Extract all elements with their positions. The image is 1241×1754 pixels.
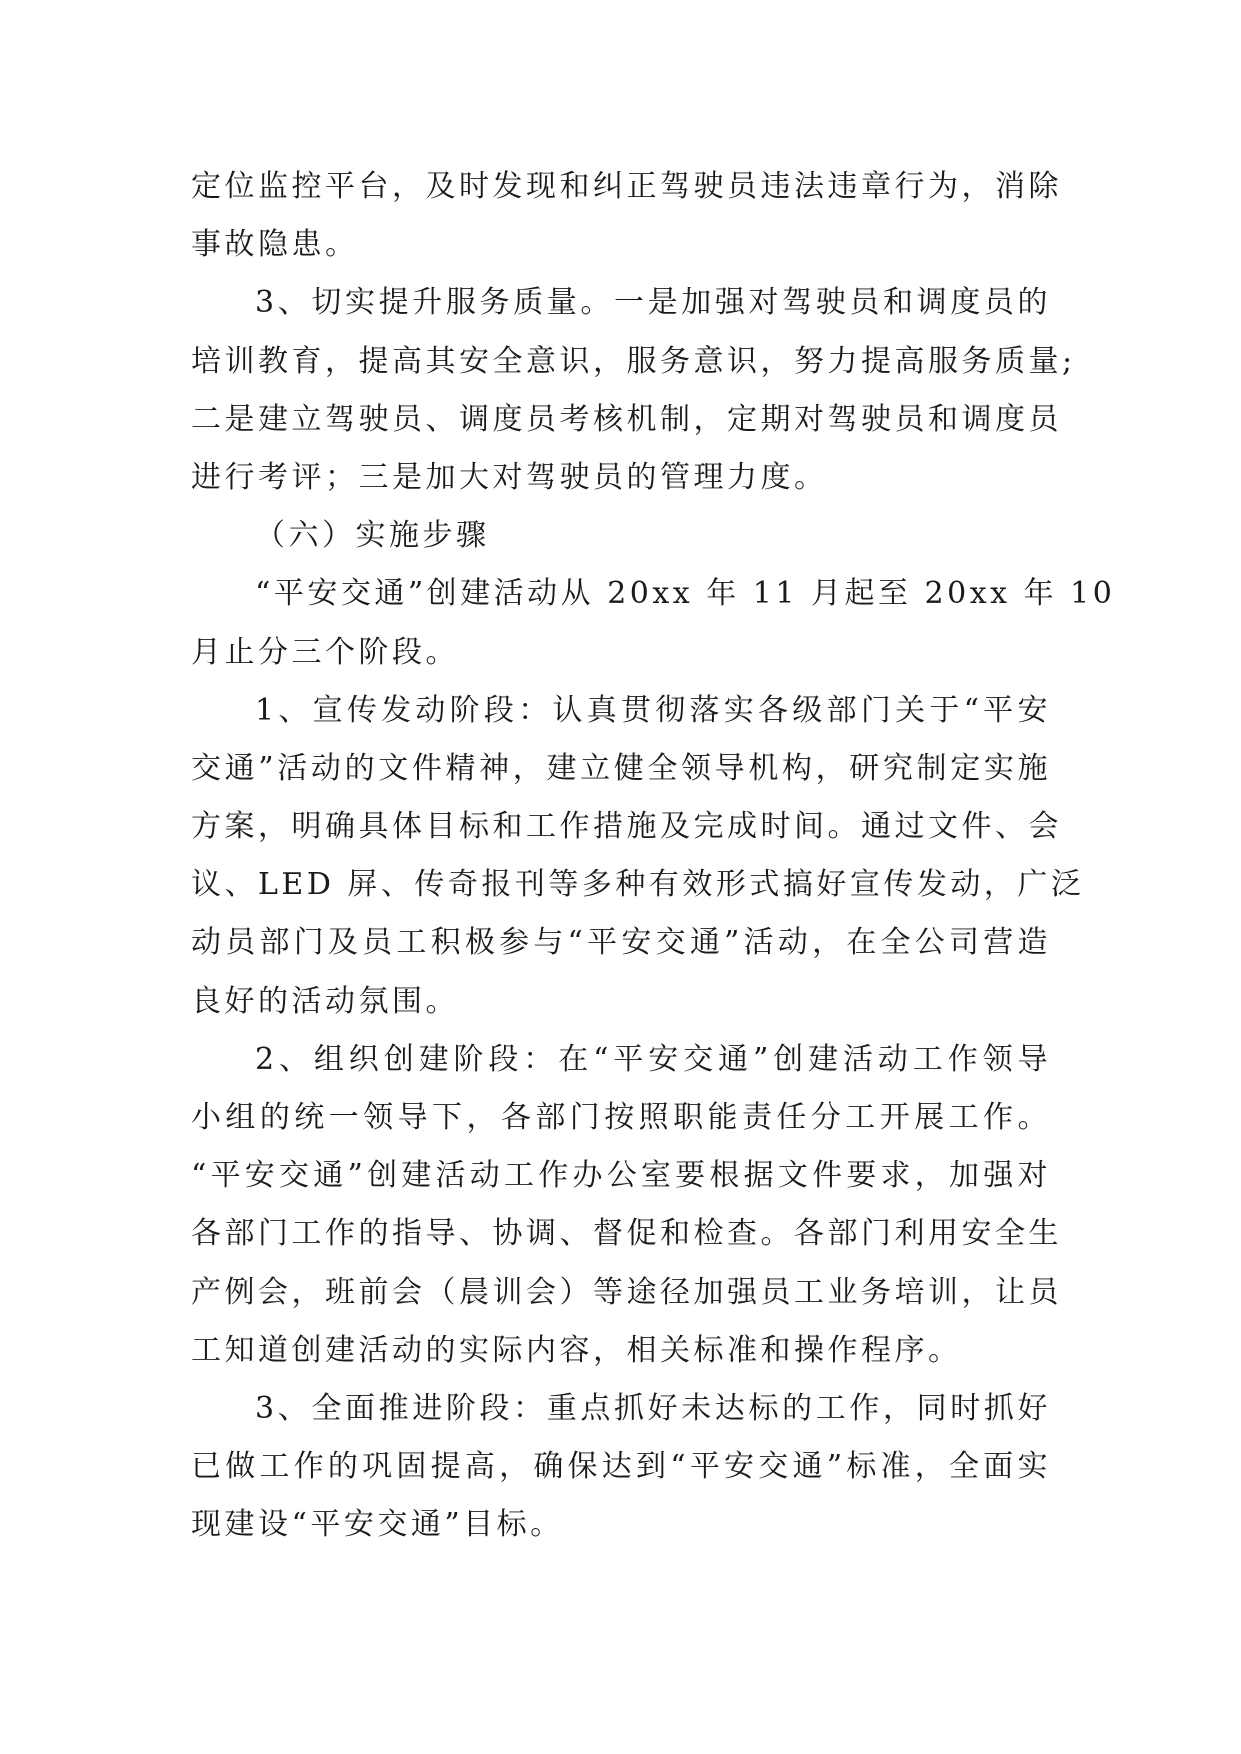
paragraph-stage-1-publicity [191, 682, 1085, 1031]
text-line: 方案，明确具体目标和工作措施及完成时间。通过文件、会 [191, 809, 1062, 845]
text-line: 已做工作的巩固提高，确保达到“平安交通”标准，全面实 [191, 1449, 1051, 1485]
document-body [191, 158, 1116, 1555]
paragraph-stage-3-advancement [191, 1380, 1051, 1555]
text-line: 工知道创建活动的实际内容，相关标准和操作程序。 [191, 1332, 962, 1368]
paragraph-stage-2-organization [191, 1031, 1062, 1380]
text-line: 议、LED 屏、传奇报刊等多种有效形式搞好宣传发动，广泛 [191, 867, 1085, 903]
text-line: 小组的统一领导下，各部门按照职能责任分工开展工作。 [191, 1100, 1051, 1135]
text-line: “平安交通”创建活动工作办公室要根据文件要求，加强对 [191, 1158, 1051, 1194]
text-line: 良好的活动氛围。 [191, 983, 459, 1019]
paragraph-activity-period [191, 565, 1116, 681]
text-line: 交通”活动的文件精神，建立健全领导机构，研究制定实施 [191, 750, 1051, 786]
section-heading-text: （六）实施步骤 [255, 518, 490, 554]
text-line: 3、全面推进阶段：重点抓好未达标的工作，同时抓好 [255, 1390, 1051, 1426]
text-line: 进行考评；三是加大对驾驶员的管理力度。 [191, 459, 828, 495]
text-line: 2、组织创建阶段：在“平安交通”创建活动工作领导 [255, 1041, 1051, 1077]
text-line: 产例会，班前会（晨训会）等途径加强员工业务培训，让员 [191, 1274, 1062, 1310]
paragraph-service-quality [191, 274, 1076, 507]
text-line: 各部门工作的指导、协调、督促和检查。各部门利用安全生 [191, 1216, 1062, 1252]
text-line: 1、宣传发动阶段：认真贯彻落实各级部门关于“平安 [255, 692, 1051, 728]
text-line: 月止分三个阶段。 [191, 634, 459, 670]
text-line: 现建设“平安交通”目标。 [191, 1507, 564, 1543]
section-heading-implementation-steps [191, 507, 1051, 565]
text-line: “平安交通”创建活动从 20xx 年 11 月起至 20xx 年 10 [255, 576, 1116, 612]
text-line: 定位监控平台，及时发现和纠正驾驶员违法违章行为，消除 [191, 169, 1062, 204]
text-line: 培训教育，提高其安全意识，服务意识，努力提高服务质量; [191, 343, 1076, 379]
text-line: 动员部门及员工积极参与“平安交通”活动，在全公司营造 [191, 925, 1051, 961]
text-line: 二是建立驾驶员、调度员考核机制，定期对驾驶员和调度员 [191, 401, 1062, 437]
paragraph-monitoring-continuation [191, 158, 1062, 274]
text-line: 事故隐患。 [191, 227, 359, 263]
text-line: 3、切实提升服务质量。一是加强对驾驶员和调度员的 [255, 285, 1051, 321]
